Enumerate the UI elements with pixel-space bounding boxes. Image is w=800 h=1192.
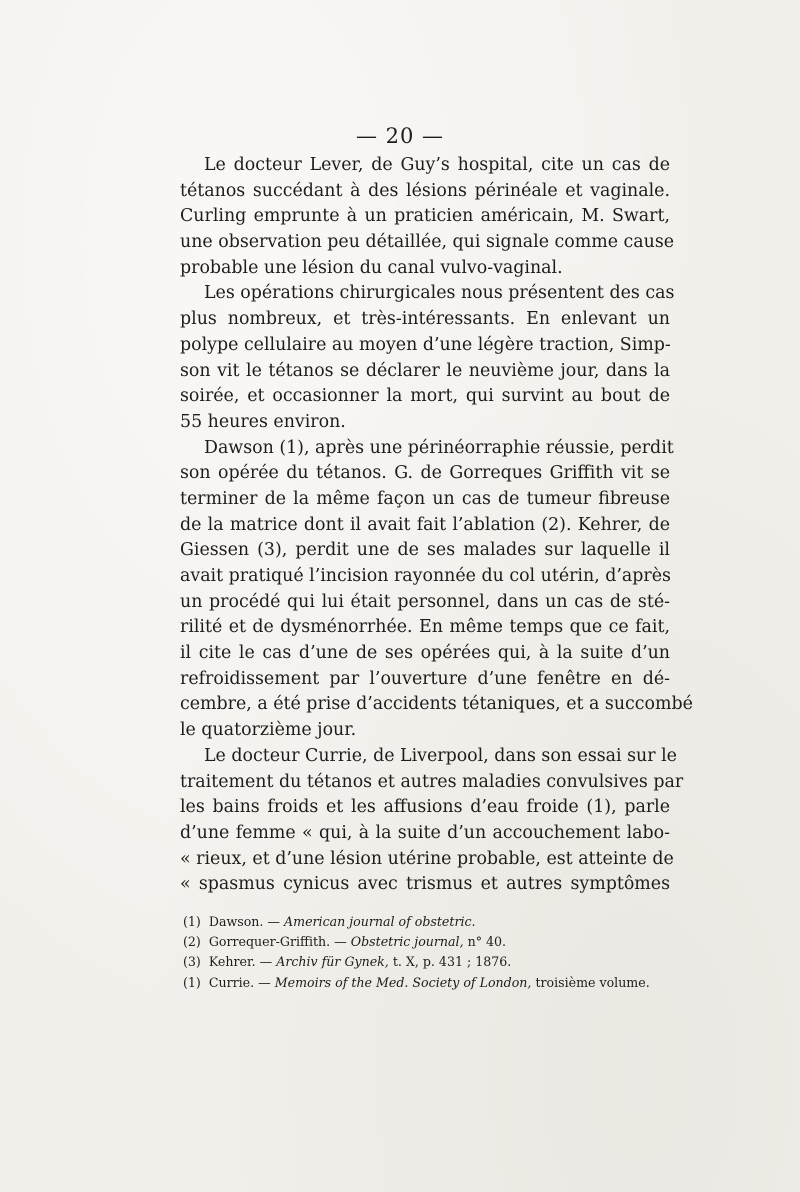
footnote-number: (1) <box>183 914 201 929</box>
body-text <box>180 153 693 898</box>
footnote-title: Archiv für Gynek, <box>276 954 389 970</box>
footnote <box>183 932 703 952</box>
footnote-author: Dawson. — <box>208 914 281 929</box>
text-line: « spasmus cynicus avec trismus et autres symptômes <box>180 874 670 895</box>
text-line: refroidissement par l’ouverture d’une fenêtre en dé- <box>180 668 670 689</box>
text-line: Dawson (1), après une périnéorraphie réussie, perdit <box>204 437 674 458</box>
footnote-number: (1) <box>183 974 201 990</box>
text-line: une observation peu détaillée, qui signale comme cause <box>180 232 675 253</box>
footnote <box>183 973 703 993</box>
text-line: soirée, et occasionner la mort, qui survint au bout de <box>180 386 670 407</box>
text-line: 55 heures environ. <box>180 411 346 432</box>
text-line: de la matrice dont il avait fait l’ablation (2). Kehrer, de <box>180 514 670 535</box>
text-line: « rieux, et d’une lésion utérine probable, est atteinte de <box>180 848 674 869</box>
text-line: d’une femme « qui, à la suite d’un accouchement labo- <box>180 822 670 843</box>
text-line: Le docteur Lever, de Guy’s hospital, cite un cas de <box>204 155 670 175</box>
text-line: le quatorzième jour. <box>180 720 357 741</box>
text-line: plus nombreux, et très-intéressants. En enlevant un <box>180 309 670 330</box>
footnotes <box>183 912 703 993</box>
footnote-detail: n° 40. <box>467 934 507 950</box>
text-line: Le docteur Currie, de Liverpool, dans son essai sur le <box>204 745 677 766</box>
text-line: probable une lésion du canal vulvo-vaginal. <box>180 257 563 278</box>
footnote-detail: troisième volume. <box>535 974 650 990</box>
page-number: — 20 — <box>355 124 445 148</box>
footnote-author: Gorrequer-Griffith. — <box>208 934 347 950</box>
footnote-title: Memoirs of the Med. Society of London, <box>274 974 532 990</box>
text-line: Curling emprunte à un praticien américain, M. Swart, <box>180 206 670 227</box>
footnote-author: Currie. — <box>208 974 271 990</box>
text-line: Giessen (3), perdit une de ses malades sur laquelle il <box>180 540 670 561</box>
text-line: un procédé qui lui était personnel, dans un cas de sté- <box>180 591 670 612</box>
text-line: il cite le cas d’une de ses opérées qui, à la suite d’un <box>180 643 670 664</box>
footnote-detail: t. X, p. 431 ; 1876. <box>392 954 512 970</box>
footnote-number: (2) <box>183 934 201 950</box>
footnote-title: American journal of obstetric. <box>284 914 476 929</box>
text-line: Les opérations chirurgicales nous présentent des cas <box>204 283 675 304</box>
text-line: avait pratiqué l’incision rayonnée du col utérin, d’après <box>180 566 671 586</box>
footnote <box>183 912 703 932</box>
text-line: les bains froids et les affusions d’eau froide (1), parle <box>180 797 670 818</box>
text-line: polype cellulaire au moyen d’une légère traction, Simp- <box>180 334 671 355</box>
text-line: terminer de la même façon un cas de tumeur fibreuse <box>180 488 670 509</box>
text-line: tétanos succédant à des lésions périnéale et vaginale. <box>180 180 670 201</box>
footnote <box>183 952 703 972</box>
text-line: cembre, a été prise d’accidents tétaniques, et a succombé <box>180 694 693 715</box>
text-line: traitement du tétanos et autres maladies convulsives par <box>180 771 684 792</box>
text-line: son vit le tétanos se déclarer le neuvième jour, dans la <box>180 360 670 381</box>
footnote-title: Obstetric journal, <box>350 934 464 950</box>
footnote-number: (3) <box>183 954 201 970</box>
text-line: son opérée du tétanos. G. de Gorreques Griffith vit se <box>180 463 670 484</box>
footnote-author: Kehrer. — <box>208 954 273 970</box>
text-line: rilité et de dysménorrhée. En même temps que ce fait, <box>180 617 670 638</box>
